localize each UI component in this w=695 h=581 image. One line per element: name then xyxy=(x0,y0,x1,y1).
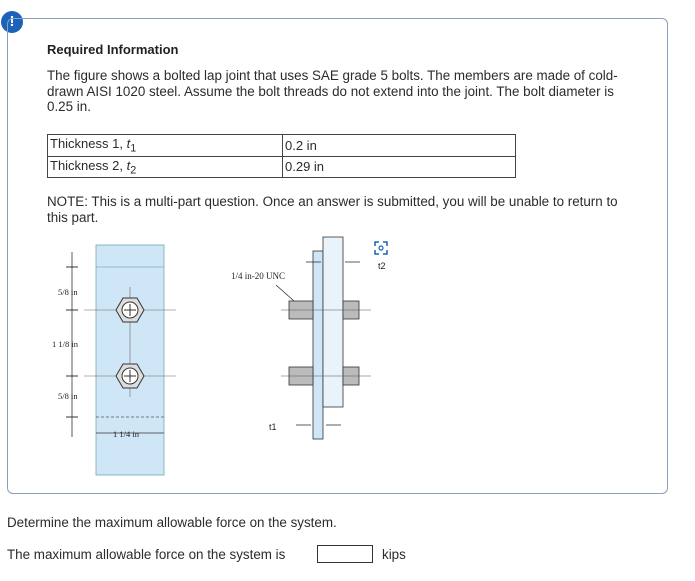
thread-label: 1/4 in-20 UNC xyxy=(231,271,285,281)
dim-width-label: 1 1/4 in xyxy=(113,429,139,439)
answer-unit: kips xyxy=(382,547,406,562)
dim-mid-label: 1 1/8 in xyxy=(52,339,78,349)
thickness-1-label: Thickness 1, $t_1$ xyxy=(48,135,283,157)
alert-icon: ! xyxy=(1,11,23,33)
table-row xyxy=(48,156,516,178)
answer-label: The maximum allowable force on the system is xyxy=(7,547,286,562)
answer-input[interactable] xyxy=(317,545,373,563)
t2-label: t2 xyxy=(378,261,386,271)
thickness-2-value: 0.29 in xyxy=(283,156,516,178)
dim-bot-label: 5/8 in xyxy=(58,391,78,401)
zoom-icon[interactable] xyxy=(374,241,388,255)
thickness-1-value: 0.2 in xyxy=(283,135,516,157)
plate-t1-side xyxy=(313,251,323,439)
problem-description: The figure shows a bolted lap joint that uses SAE grade 5 bolts. The members are made of cold-drawn AISI 1020 steel. Assume the bolt threads do not extend into the joint. The bolt diameter is 0.25 in. xyxy=(47,68,618,114)
thickness-table xyxy=(47,134,516,178)
question-text: Determine the maximum allowable force on the system. xyxy=(7,515,337,530)
thickness-2-label: Thickness 2, $t_2$ xyxy=(48,156,283,178)
t1-label: t1 xyxy=(269,422,277,432)
plate-t2-side xyxy=(323,237,343,407)
required-information-title: Required Information xyxy=(47,42,179,57)
table-row xyxy=(48,135,516,157)
multi-part-note: NOTE: This is a multi-part question. Once an answer is submitted, you will be unable to return to this part. xyxy=(47,194,618,225)
dim-top-label: 5/8 in xyxy=(58,287,78,297)
bolted-joint-figure xyxy=(52,237,386,477)
